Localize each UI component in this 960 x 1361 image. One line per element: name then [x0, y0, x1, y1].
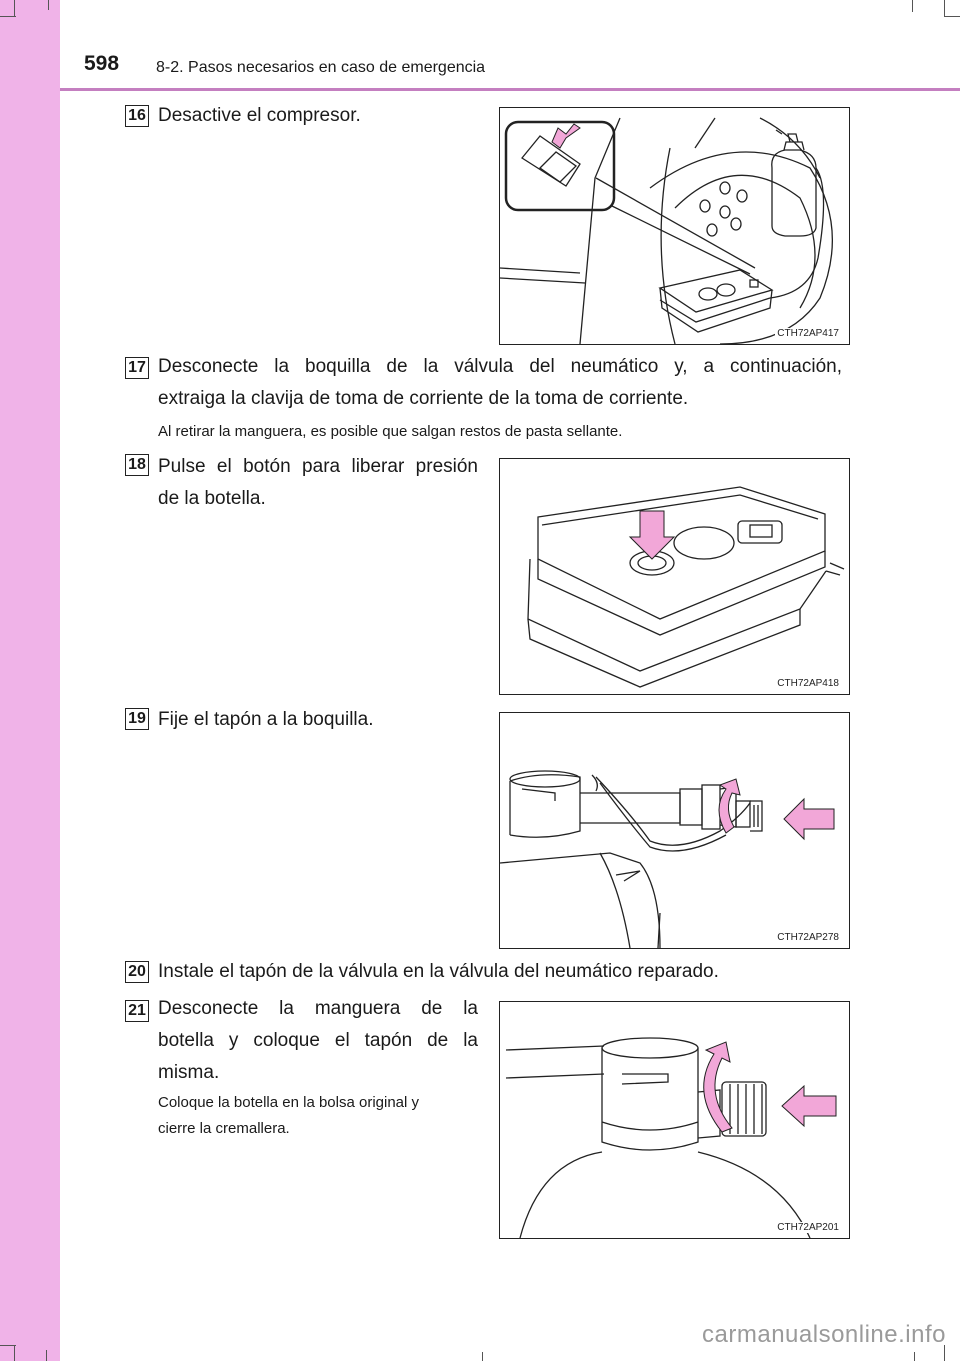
step-18-text-line2: de la botella.	[158, 488, 266, 509]
header-rule	[60, 88, 960, 91]
figure-release-button	[499, 458, 850, 695]
section-title: 8-2. Pasos necesarios en caso de emergencia	[156, 59, 486, 76]
step-number-21: 21	[125, 1000, 149, 1022]
page-side-tab	[0, 0, 60, 1361]
step-21-text-line1: Desconecte la manguera de la	[158, 998, 478, 1019]
step-18-text-line1: Pulse el botón para liberar presión	[158, 456, 478, 477]
figure-code: CTH72AP201	[777, 1222, 839, 1233]
crop-mark-top-center	[48, 0, 49, 10]
step-19-text: Fije el tapón a la boquilla.	[158, 709, 374, 730]
step-20-text: Instale el tapón de la válvula en la válvula del neumático reparado.	[158, 961, 719, 982]
crop-mark-top-right-h	[944, 16, 960, 17]
bottle-cap-illustration	[500, 1002, 849, 1238]
step-number-17: 17	[125, 357, 149, 379]
watermark: carmanualsonline.info	[702, 1321, 946, 1348]
step-16-text: Desactive el compresor.	[158, 105, 361, 126]
crop-mark-bottom-center	[482, 1352, 483, 1361]
crop-mark-top-left	[14, 0, 15, 16]
step-17-note: Al retirar la manguera, es posible que salgan restos de pasta sellante.	[158, 423, 623, 440]
step-21-note-line2: cierre la cremallera.	[158, 1120, 290, 1137]
step-number-19: 19	[125, 708, 149, 730]
step-number-16: 16	[125, 105, 149, 127]
crop-mark-bottom-left	[14, 1345, 15, 1361]
figure-code: CTH72AP278	[777, 932, 839, 943]
step-number-18: 18	[125, 454, 149, 476]
crop-mark-bottom-right	[914, 1352, 915, 1361]
step-number-20: 20	[125, 961, 149, 983]
crop-mark-top-right	[944, 0, 945, 16]
figure-bottle-cap	[499, 1001, 850, 1239]
crop-mark-top-right-2	[912, 0, 913, 12]
page-number: 598	[84, 52, 120, 75]
compressor-illustration	[500, 108, 849, 344]
step-21-text-line3: misma.	[158, 1062, 220, 1083]
crop-mark-bottom-left-h	[0, 1345, 16, 1346]
figure-cap-nozzle	[499, 712, 850, 949]
crop-mark-bottom-left-2	[46, 1350, 47, 1361]
figure-code: CTH72AP418	[777, 678, 839, 689]
nozzle-cap-illustration	[500, 713, 849, 948]
step-17-text-line2: extraiga la clavija de toma de corriente de la toma de corriente.	[158, 388, 689, 409]
figure-compressor-switch	[499, 107, 850, 345]
crop-mark-top-left-h	[0, 16, 16, 17]
step-21-text-line2: botella y coloque el tapón de la	[158, 1030, 478, 1051]
step-21-note-line1: Coloque la botella en la bolsa original y	[158, 1094, 420, 1111]
figure-code: CTH72AP417	[777, 328, 839, 339]
step-17-text-line1: Desconecte la boquilla de la válvula del neumático y, a continuación,	[158, 356, 842, 377]
bottle-button-illustration	[500, 459, 849, 694]
